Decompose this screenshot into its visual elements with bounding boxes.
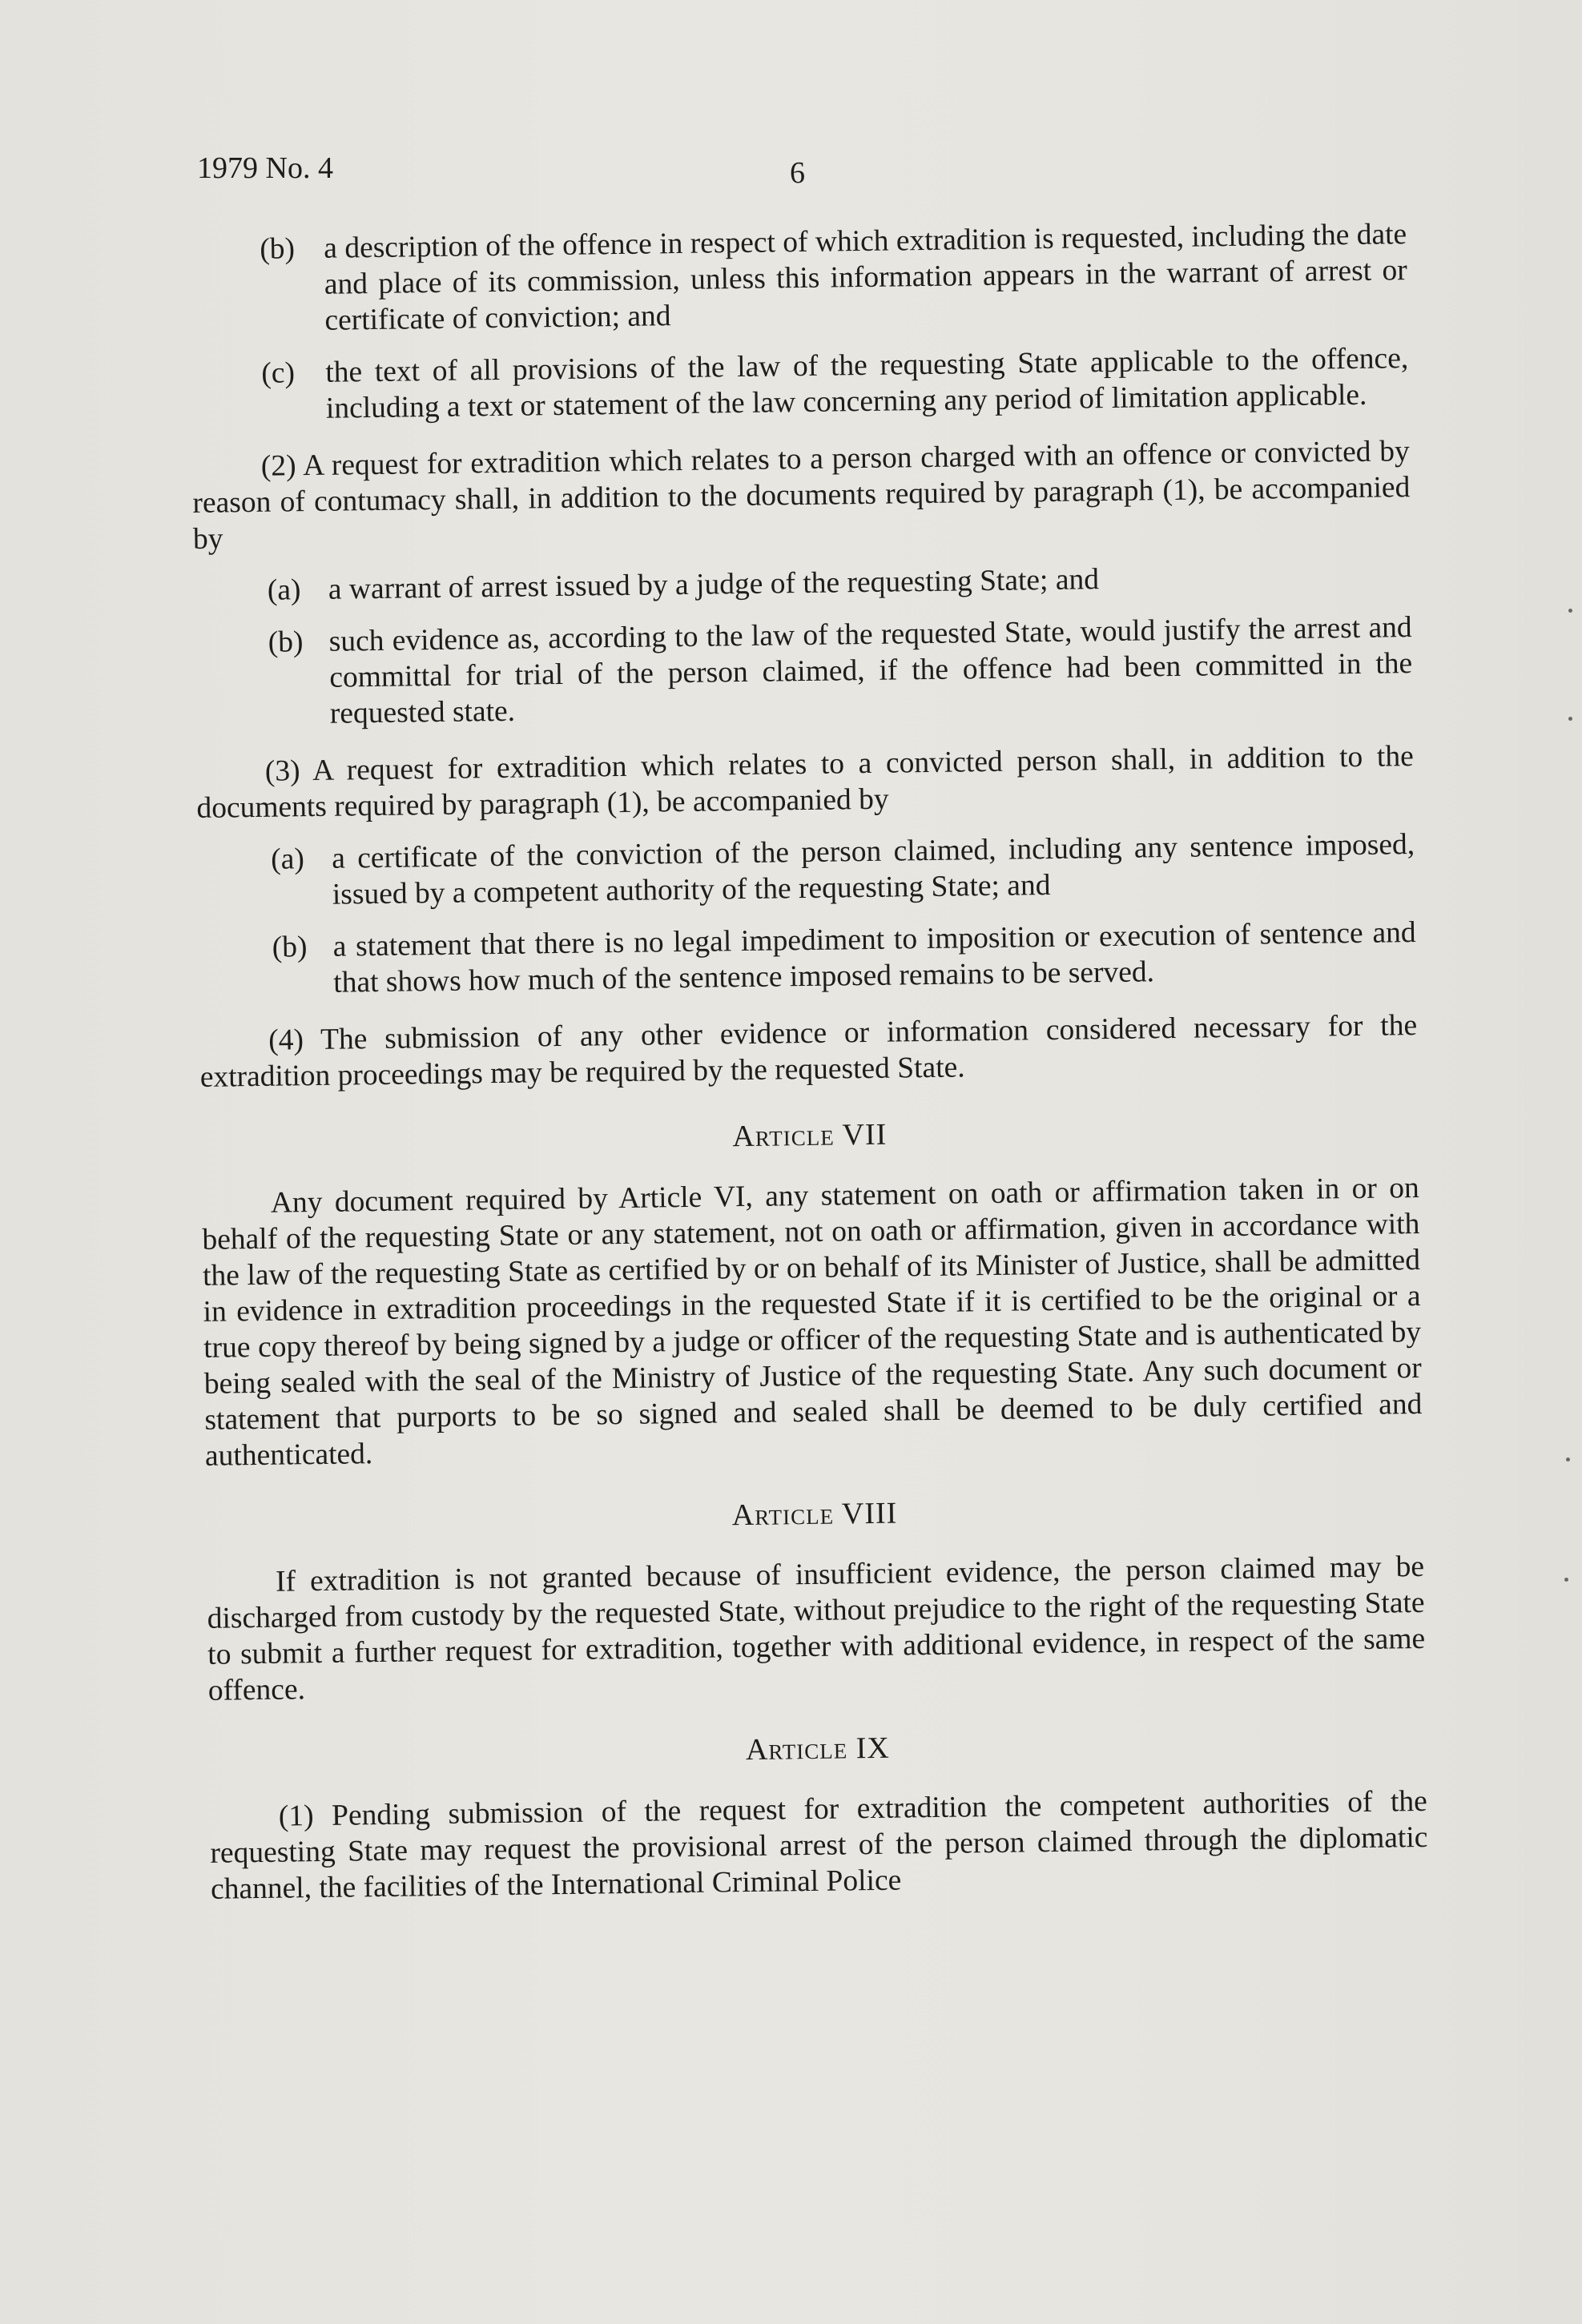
item-text: a certificate of the conviction of the person claimed, including any sentence imposed, issued by a competent authority of the requesting State; and	[331, 828, 1415, 911]
item-text: a warrant of arrest issued by a judge of the requesting State; and	[328, 563, 1100, 606]
scan-edge-mark	[1568, 609, 1572, 613]
item-text: a statement that there is no legal impediment to imposition or execution of sentence and that shows how much of the sentence imposed remains to be served.	[332, 916, 1416, 999]
item-label: (b)	[272, 931, 308, 964]
issue-number: 1979 No. 4	[197, 151, 333, 185]
item-label: (c)	[261, 356, 296, 390]
paragraph-4: (4) The submission of any other evidence or information considered necessary for the extradition proceedings may be required by the requested State.	[199, 1009, 1418, 1094]
article-8-text: If extradition is not granted because of insufficient evidence, the person claimed may be discharged from custody by the requested State, without prejudice to the right of the requesting State to submit a further request for extradition, together with additional evidence, in respect of the same offence.	[207, 1550, 1426, 1707]
list-item	[197, 826, 1415, 915]
scan-edge-mark	[1568, 717, 1572, 721]
scan-edge-mark	[1564, 1578, 1568, 1582]
document-body	[189, 216, 1429, 1924]
article-9-text: (1) Pending submission of the request for extradition the competent authorities of the requesting State may request the provisional arrest of the person claimed through the diplomatic channel, the facilities of the International Criminal Police	[210, 1784, 1428, 1906]
item-label: (a)	[270, 842, 305, 876]
list-item	[194, 557, 1411, 609]
page-header	[197, 151, 1399, 191]
item-text: such evidence as, according to the law of the requested State, would justify the arrest and committal for trial of the person claimed, if the offence had been committed in the requested state.	[328, 611, 1413, 730]
item-text: the text of all provisions of the law of the requesting State applicable to the offence, including a text or statement of the law concerning any period of limitation applicable.	[325, 342, 1409, 425]
item-label: (a)	[267, 573, 301, 607]
article-heading: Article IX	[745, 1731, 891, 1767]
list-item	[189, 216, 1408, 340]
item-label: (b)	[268, 625, 304, 659]
paragraph-2: (2) A request for extradition which relates to a person charged with an offence or convicted by reason of contumacy shall, in addition to the documents required by paragraph (1), be accompanied by	[192, 435, 1411, 556]
list-item	[194, 609, 1413, 734]
article-heading: Article VII	[732, 1117, 888, 1154]
page-number: 6	[790, 156, 805, 190]
list-item	[198, 915, 1416, 1003]
article-7-text: Any document required by Article VI, any statement on oath or affirmation taken in or on behalf of the requesting State or any statement, not on oath or affirmation, given in accordance with the law of the requesting State as certified by or on behalf of its Minister of Justice, shall be admitted in evidence in extradition proceedings in the requested State if it is certified to be the original or a true copy thereof by being signed by a judge or officer of the requesting State and is authenticated by being sealed with the seal of the Ministry of Justice of the requesting State. Any such document or statement that purports to be so signed and sealed shall be deemed to be duly certified and authenticated.	[202, 1172, 1423, 1473]
list-item	[191, 340, 1409, 428]
item-label: (b)	[260, 232, 296, 266]
paragraph-3: (3) A request for extradition which relates to a convicted person shall, in addition to the documents required by paragraph (1), be accompanied by	[196, 740, 1414, 825]
scan-edge-mark	[1566, 1458, 1570, 1462]
article-heading: Article VIII	[731, 1496, 898, 1533]
item-text: a description of the offence in respect of which extradition is requested, including the date and place of its commission, unless this information appears in the warrant of arrest or certificate of conviction; and	[324, 218, 1408, 337]
